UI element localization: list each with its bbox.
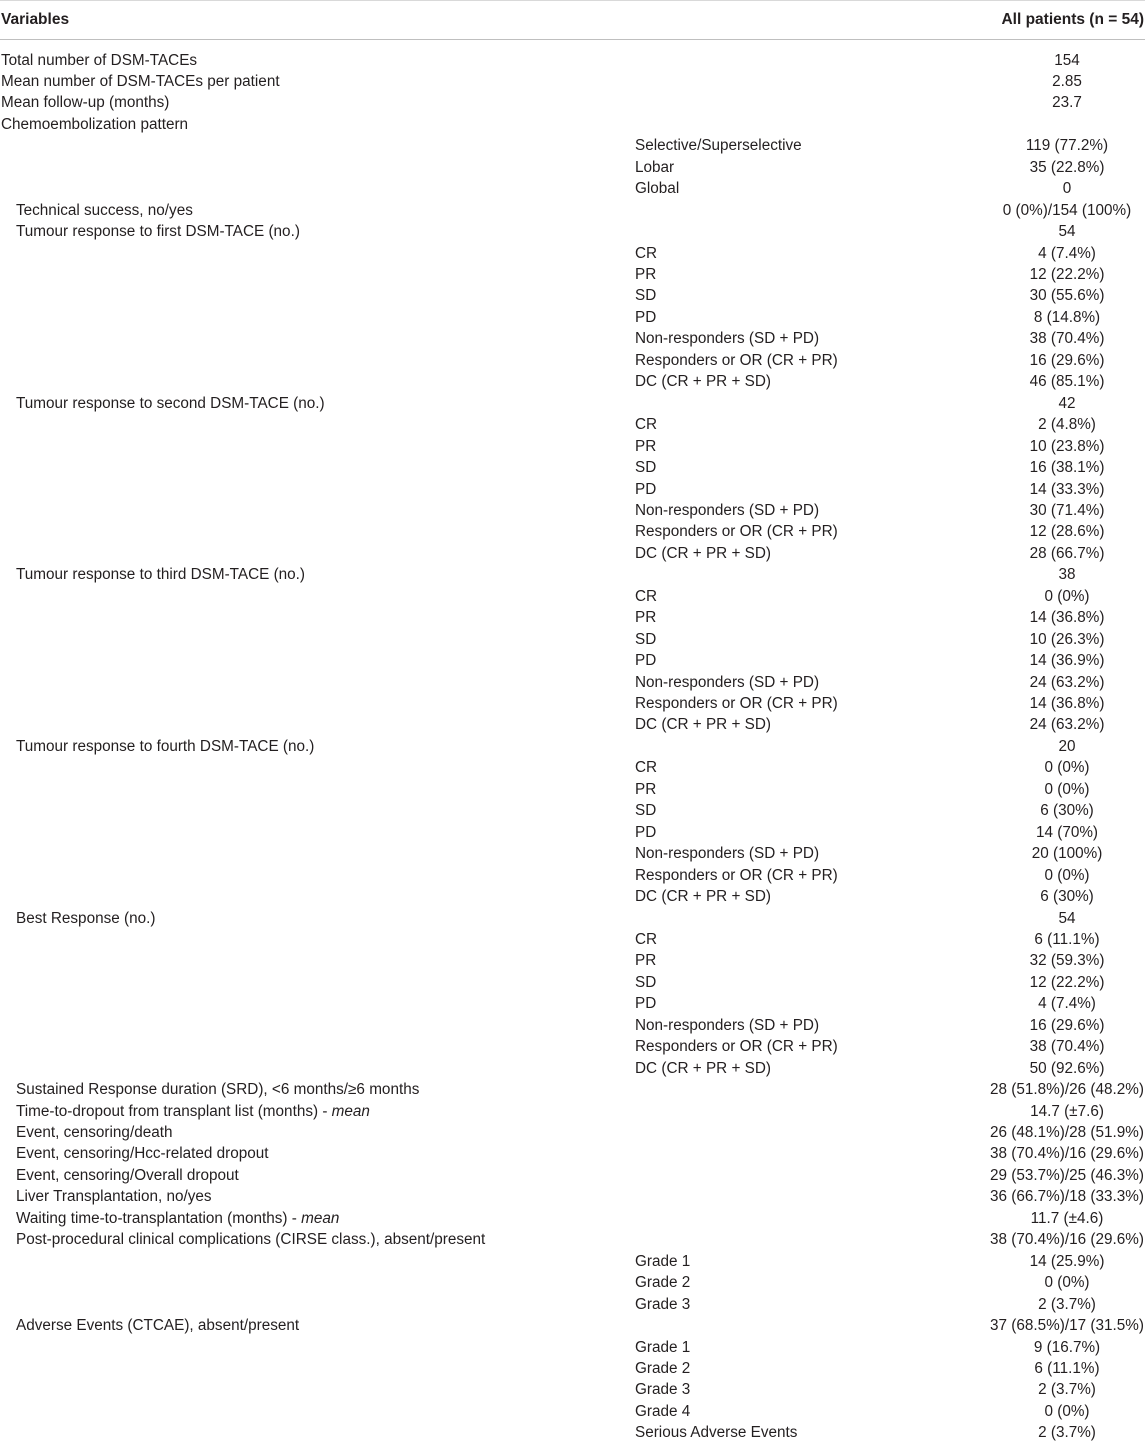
table-row [0,822,1145,844]
row-value: 26 (48.1%)/28 (51.9%) [990,1124,1144,1141]
row-variable-label [16,1122,172,1144]
table-row [0,736,1145,758]
row-sub-label: PR [635,266,657,283]
row-sub-label: PD [635,308,657,326]
row-value: 6 (11.1%) [1034,1359,1100,1377]
row-label-text: Waiting time-to-transplantation (months) - [16,1209,302,1227]
table-row [0,693,1145,715]
table-row [0,929,1145,951]
row-sub-label: Non-responders (SD + PD) [635,501,820,519]
row-variable-label [16,564,305,586]
table-row [0,1358,1145,1380]
row-variable-label [16,1165,239,1187]
row-value: 54 [1058,909,1076,927]
row-value: 14 (36.8%) [1029,695,1105,712]
table-row [0,607,1145,629]
row-variable-label [1,71,280,93]
table-row [0,285,1145,307]
row-sub-label: Grade 4 [635,1402,691,1420]
row-sub-label: DC (CR + PR + SD) [635,1059,771,1077]
row-label-text: Chemoembolization pattern [1,115,189,133]
table-row [0,779,1145,801]
row-label-text: Event, censoring/death [16,1124,173,1141]
table-row [0,414,1145,436]
row-sub-label: SD [635,459,657,477]
row-sub-label: CR [635,587,658,605]
row-sub-label: Serious Adverse Events [635,1424,798,1442]
row-value: 50 (92.6%) [1029,1059,1105,1077]
row-value: 14 (36.8%) [1029,609,1105,627]
row-sub-label: Grade 3 [635,1295,691,1313]
table-row [0,672,1145,694]
row-sub-label: Non-responders (SD + PD) [635,1016,820,1034]
row-label-text: Tumour response to second DSM-TACE (no.) [16,394,325,412]
row-label-suffix: mean [301,1209,340,1227]
row-value: 14.7 (±7.6) [1030,1102,1104,1120]
row-value: 0 (0%) [1044,866,1090,884]
row-value: 16 (29.6%) [1029,1016,1105,1034]
table-row [0,92,1145,114]
table-row [0,972,1145,994]
row-value: 16 (38.1%) [1029,459,1105,477]
row-variable-label [16,736,314,758]
table-row [0,200,1145,222]
table-row [0,1337,1145,1359]
row-sub-label: Responders or OR (CR + PR) [635,1038,838,1056]
table-row [0,500,1145,522]
row-value: 2 (3.7%) [1038,1424,1096,1442]
row-label-text: Event, censoring/Hcc-related dropout [16,1145,269,1163]
row-sub-label: DC (CR + PR + SD) [635,373,771,391]
table-row [0,714,1145,736]
table-row [0,800,1145,822]
row-variable-label [16,1186,212,1208]
row-sub-label: Non-responders (SD + PD) [635,330,820,348]
table-row [0,479,1145,501]
row-label-text: Post-procedural clinical complications (CIRSE class.), absent/present [16,1231,486,1249]
table-row [0,865,1145,887]
row-sub-label: SD [635,287,657,305]
row-sub-label: Global [635,180,680,198]
table-row [0,350,1145,372]
table-row [0,1315,1145,1337]
row-value: 9 (16.7%) [1033,1338,1101,1356]
table-row [0,950,1145,972]
row-value: 28 (51.8%)/26 (48.2%) [990,1081,1144,1099]
table-row [0,1165,1145,1187]
row-value: 24 (63.2%) [1029,673,1105,691]
row-variable-label [16,1208,339,1230]
row-value: 30 (71.4%) [1029,501,1105,519]
row-sub-label: Responders or OR (CR + PR) [635,866,838,884]
row-label-text: Mean follow-up (months) [1,94,170,112]
table-row [0,457,1145,479]
table-row [0,1208,1145,1230]
row-value: 38 (70.4%)/16 (29.6%) [990,1231,1144,1249]
row-value: 2 (3.7%) [1038,1381,1096,1399]
row-value: 8 (14.8%) [1033,308,1101,326]
row-sub-label: PR [635,952,657,970]
row-sub-label: Grade 3 [635,1381,691,1399]
row-sub-label: SD [635,802,657,820]
row-value: 12 (22.2%) [1029,973,1105,991]
row-value: 36 (66.7%)/18 (33.3%) [990,1188,1144,1206]
row-sub-label: Responders or OR (CR + PR) [635,351,838,369]
row-sub-label: CR [635,930,658,948]
row-value: 12 (28.6%) [1029,523,1105,541]
row-variable-label [16,1143,269,1165]
row-value: 20 (100%) [1031,845,1103,863]
row-label-suffix: mean [331,1102,370,1120]
row-value: 11.7 (±4.6) [1030,1209,1104,1227]
table-row [0,393,1145,415]
table-row [0,178,1145,200]
row-value: 42 [1058,394,1076,412]
row-sub-label: PD [635,823,657,841]
row-value: 38 (70.4%) [1029,1038,1105,1056]
row-variable-label [16,221,300,243]
row-sub-label: PR [635,437,657,455]
row-value: 10 (26.3%) [1029,630,1105,648]
row-sub-label: DC (CR + PR + SD) [635,716,771,734]
row-value: 32 (59.3%) [1029,952,1105,970]
row-sub-label: Non-responders (SD + PD) [635,673,820,691]
table-row [0,307,1145,329]
row-sub-label: PD [635,480,657,498]
row-sub-label: Selective/Superselective [635,137,802,155]
row-variable-label [16,1101,370,1123]
row-variable-label [16,1315,299,1337]
table-row [0,221,1145,243]
table-row [0,521,1145,543]
row-value: 4 (7.4%) [1038,244,1096,262]
row-value: 14 (33.3%) [1029,480,1105,498]
row-variable-label [1,114,188,136]
table-row [0,1015,1145,1037]
table-row [0,757,1145,779]
table-row [0,328,1145,350]
row-value: 10 (23.8%) [1029,437,1105,455]
row-label-text: Tumour response to fourth DSM-TACE (no.) [16,737,315,755]
row-variable-label [16,200,193,222]
row-label-text: Technical success, no/yes [16,201,193,219]
table-row [0,157,1145,179]
table-row [0,1401,1145,1423]
row-value: 0 (0%) [1044,587,1090,605]
row-value: 4 (7.4%) [1038,995,1096,1013]
row-value: 154 [1054,51,1080,69]
table-row [0,564,1145,586]
table-row [0,629,1145,651]
row-value: 0 (0%) [1044,1402,1090,1420]
table-row [0,264,1145,286]
row-sub-label: PR [635,609,657,627]
table-row [0,586,1145,608]
table-row [0,1251,1145,1273]
row-label-text: Liver Transplantation, no/yes [16,1188,212,1206]
table-row [0,50,1145,72]
header-all-patients: All patients (n = 54) [1001,11,1144,28]
row-value: 46 (85.1%) [1029,373,1105,391]
row-value: 16 (29.6%) [1029,351,1105,369]
row-value: 54 [1058,223,1076,241]
row-value: 6 (30%) [1040,888,1094,906]
row-label-text: Best Response (no.) [16,909,156,927]
row-value: 0 (0%) [1044,759,1090,777]
row-sub-label: PD [635,652,657,670]
row-label-text: Sustained Response duration (SRD), <6 months/≥6 months [16,1081,420,1099]
row-value: 12 (22.2%) [1029,266,1105,283]
table-row [0,1186,1145,1208]
row-value: 30 (55.6%) [1029,287,1105,305]
row-sub-label: PR [635,780,657,798]
row-sub-label: CR [635,416,658,434]
row-value: 20 [1058,737,1076,755]
table-row [0,436,1145,458]
row-sub-label: CR [635,759,658,777]
table-row [0,1272,1145,1294]
row-sub-label: DC (CR + PR + SD) [635,544,771,562]
row-value: 29 (53.7%)/25 (46.3%) [990,1166,1144,1184]
row-sub-label: Non-responders (SD + PD) [635,845,820,863]
row-variable-label [16,1079,419,1101]
table-row [0,1143,1145,1165]
row-value: 2 (4.8%) [1038,416,1096,434]
row-value: 0 [1062,180,1072,198]
table-row [0,1422,1145,1444]
row-value: 23.7 [1052,94,1082,112]
row-sub-label: Grade 2 [635,1274,691,1292]
row-label-text: Mean number of DSM-TACEs per patient [1,72,280,90]
row-value: 35 (22.8%) [1029,158,1105,176]
row-value: 0 (0%) [1044,780,1090,798]
row-sub-label: Grade 1 [635,1338,691,1356]
row-variable-label [1,92,169,114]
row-sub-label: DC (CR + PR + SD) [635,888,771,906]
row-sub-label: SD [635,973,657,991]
row-value: 38 [1058,566,1076,584]
row-label-text: Total number of DSM-TACEs [1,51,198,69]
table-row [0,1122,1145,1144]
row-value: 0 (0%) [1044,1274,1090,1292]
table-header [0,0,1145,40]
row-sub-label: SD [635,630,657,648]
table-row [0,1101,1145,1123]
table-row [0,1229,1145,1251]
row-value: 14 (70%) [1035,823,1099,841]
row-value: 2 (3.7%) [1038,1295,1096,1313]
row-value: 38 (70.4%) [1029,330,1105,348]
row-sub-label: CR [635,244,658,262]
table-row [0,114,1145,136]
row-label-text: Tumour response to first DSM-TACE (no.) [16,223,300,241]
row-sub-label: Grade 1 [635,1252,691,1270]
table-row [0,843,1145,865]
row-sub-label: Lobar [635,158,675,176]
row-label-text: Adverse Events (CTCAE), absent/present [16,1317,300,1335]
table-row [0,908,1145,930]
table-row [0,650,1145,672]
row-value: 6 (11.1%) [1034,930,1100,948]
row-variable-label [16,1229,485,1251]
row-value: 14 (36.9%) [1029,652,1105,670]
table-row [0,993,1145,1015]
row-label-text: Time-to-dropout from transplant list (months) - [16,1102,332,1120]
row-value: 14 (25.9%) [1029,1252,1105,1270]
table-row [0,243,1145,265]
table-row [0,135,1145,157]
row-value: 38 (70.4%)/16 (29.6%) [990,1145,1144,1163]
table-row [0,71,1145,93]
row-value: 0 (0%)/154 (100%) [1002,201,1132,219]
table-row [0,1036,1145,1058]
table-row [0,1379,1145,1401]
row-label-text: Event, censoring/Overall dropout [16,1166,239,1184]
row-value: 24 (63.2%) [1029,716,1105,734]
table-row [0,1079,1145,1101]
table-row [0,1058,1145,1080]
table-row [0,886,1145,908]
header-variables: Variables [1,11,70,28]
row-sub-label: PD [635,995,657,1013]
row-variable-label [1,50,197,72]
row-value: 6 (30%) [1040,802,1094,820]
table-row [0,1294,1145,1316]
row-variable-label [16,908,155,930]
row-sub-label: Responders or OR (CR + PR) [635,695,838,712]
row-value: 119 (77.2%) [1025,137,1109,155]
row-value: 37 (68.5%)/17 (31.5%) [990,1317,1144,1335]
row-sub-label: Grade 2 [635,1359,691,1377]
table-row [0,371,1145,393]
row-variable-label [16,393,325,415]
row-value: 2.85 [1052,72,1082,90]
row-sub-label: Responders or OR (CR + PR) [635,523,838,541]
table-row [0,543,1145,565]
row-value: 28 (66.7%) [1029,544,1105,562]
row-label-text: Tumour response to third DSM-TACE (no.) [16,566,306,584]
